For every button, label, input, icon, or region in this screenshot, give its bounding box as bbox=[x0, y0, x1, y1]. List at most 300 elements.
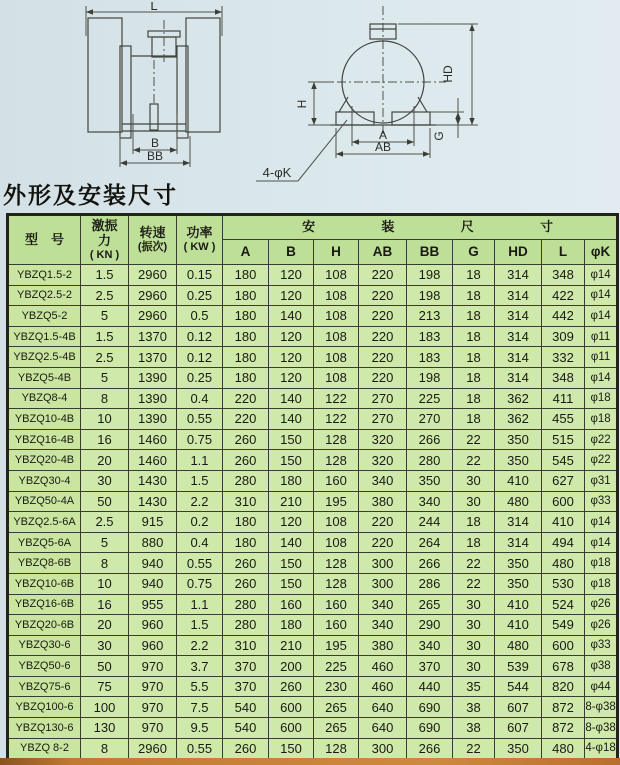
value-cell: 442 bbox=[542, 306, 585, 327]
value-cell: 0.2 bbox=[177, 512, 223, 533]
value-cell: 970 bbox=[129, 656, 177, 677]
value-cell: 0.4 bbox=[177, 532, 223, 553]
model-cell: YBZQ20-4B bbox=[8, 450, 81, 471]
value-cell: 22 bbox=[453, 573, 495, 594]
value-cell: 1.5 bbox=[177, 470, 223, 491]
col-header-mount-group: 安 装 尺 寸 bbox=[223, 215, 618, 240]
value-cell: φ33 bbox=[585, 635, 618, 656]
value-cell: 120 bbox=[269, 367, 314, 388]
value-cell: 350 bbox=[495, 450, 542, 471]
value-cell: φ18 bbox=[585, 409, 618, 430]
value-cell: 940 bbox=[129, 573, 177, 594]
value-cell: 140 bbox=[269, 532, 314, 553]
value-cell: 0.5 bbox=[177, 306, 223, 327]
value-cell: 600 bbox=[269, 718, 314, 739]
value-cell: 600 bbox=[542, 635, 585, 656]
value-cell: 150 bbox=[269, 450, 314, 471]
value-cell: 120 bbox=[269, 285, 314, 306]
value-cell: 183 bbox=[407, 326, 453, 347]
value-cell: 180 bbox=[269, 615, 314, 636]
value-cell: 1430 bbox=[129, 491, 177, 512]
value-cell: 410 bbox=[495, 615, 542, 636]
value-cell: 16 bbox=[81, 594, 129, 615]
value-cell: 220 bbox=[359, 306, 407, 327]
spec-table-body bbox=[8, 265, 618, 760]
model-cell: YBZQ100-6 bbox=[8, 697, 81, 718]
value-cell: 314 bbox=[495, 306, 542, 327]
value-cell: 480 bbox=[542, 738, 585, 760]
col-header-dim-H: H bbox=[314, 240, 359, 265]
col-header-dim-HD: HD bbox=[495, 240, 542, 265]
value-cell: 150 bbox=[269, 738, 314, 760]
value-cell: 640 bbox=[359, 697, 407, 718]
value-cell: 128 bbox=[314, 429, 359, 450]
value-cell: 120 bbox=[269, 326, 314, 347]
col-header-dim-G: G bbox=[453, 240, 495, 265]
value-cell: φ14 bbox=[585, 285, 618, 306]
value-cell: 22 bbox=[453, 553, 495, 574]
value-cell: 18 bbox=[453, 367, 495, 388]
value-cell: 872 bbox=[542, 718, 585, 739]
value-cell: 18 bbox=[453, 306, 495, 327]
value-cell: 350 bbox=[407, 470, 453, 491]
value-cell: 524 bbox=[542, 594, 585, 615]
value-cell: 266 bbox=[407, 738, 453, 760]
value-cell: 2960 bbox=[129, 285, 177, 306]
value-cell: 314 bbox=[495, 265, 542, 286]
value-cell: 2960 bbox=[129, 265, 177, 286]
value-cell: φ44 bbox=[585, 676, 618, 697]
value-cell: 160 bbox=[314, 594, 359, 615]
value-cell: 1.1 bbox=[177, 594, 223, 615]
value-cell: φ33 bbox=[585, 491, 618, 512]
table-row bbox=[8, 429, 618, 450]
value-cell: φ14 bbox=[585, 367, 618, 388]
value-cell: 30 bbox=[453, 615, 495, 636]
value-cell: 210 bbox=[269, 491, 314, 512]
value-cell: 8 bbox=[81, 553, 129, 574]
value-cell: 260 bbox=[223, 450, 269, 471]
col-header-dim-phiK: φK bbox=[585, 240, 618, 265]
dim-label-HD: HD bbox=[441, 65, 455, 83]
value-cell: 2.5 bbox=[81, 285, 129, 306]
value-cell: 122 bbox=[314, 388, 359, 409]
value-cell: 180 bbox=[223, 306, 269, 327]
value-cell: φ38 bbox=[585, 656, 618, 677]
dim-label-L: L bbox=[150, 2, 158, 13]
value-cell: 180 bbox=[223, 367, 269, 388]
value-cell: 540 bbox=[223, 697, 269, 718]
value-cell: 2.2 bbox=[177, 635, 223, 656]
model-cell: YBZQ50-6 bbox=[8, 656, 81, 677]
value-cell: 260 bbox=[223, 553, 269, 574]
value-cell: 530 bbox=[542, 573, 585, 594]
value-cell: 460 bbox=[359, 676, 407, 697]
value-cell: 22 bbox=[453, 738, 495, 760]
value-cell: 160 bbox=[314, 470, 359, 491]
value-cell: 286 bbox=[407, 573, 453, 594]
value-cell: 2960 bbox=[129, 306, 177, 327]
value-cell: 200 bbox=[269, 656, 314, 677]
model-cell: YBZQ30-6 bbox=[8, 635, 81, 656]
value-cell: 18 bbox=[453, 388, 495, 409]
value-cell: 340 bbox=[359, 470, 407, 491]
value-cell: 348 bbox=[542, 367, 585, 388]
table-row bbox=[8, 594, 618, 615]
dim-label-AB: AB bbox=[374, 140, 392, 154]
value-cell: 220 bbox=[359, 512, 407, 533]
value-cell: 18 bbox=[453, 532, 495, 553]
value-cell: 314 bbox=[495, 326, 542, 347]
value-cell: 225 bbox=[407, 388, 453, 409]
value-cell: 30 bbox=[453, 635, 495, 656]
col-header-force: 激振 力 ( KN ) bbox=[81, 215, 129, 265]
table-row bbox=[8, 409, 618, 430]
model-cell: YBZQ2.5-4B bbox=[8, 347, 81, 368]
value-cell: 1390 bbox=[129, 367, 177, 388]
value-cell: 260 bbox=[223, 573, 269, 594]
value-cell: 0.75 bbox=[177, 429, 223, 450]
value-cell: 455 bbox=[542, 409, 585, 430]
value-cell: 8-φ38 bbox=[585, 697, 618, 718]
value-cell: 140 bbox=[269, 306, 314, 327]
model-cell: YBZQ50-4A bbox=[8, 491, 81, 512]
value-cell: 690 bbox=[407, 718, 453, 739]
value-cell: φ14 bbox=[585, 265, 618, 286]
value-cell: 4-φ18 bbox=[585, 738, 618, 760]
value-cell: 18 bbox=[453, 347, 495, 368]
value-cell: 314 bbox=[495, 367, 542, 388]
value-cell: 10 bbox=[81, 409, 129, 430]
value-cell: 120 bbox=[269, 347, 314, 368]
value-cell: 265 bbox=[314, 718, 359, 739]
value-cell: 30 bbox=[453, 491, 495, 512]
value-cell: 130 bbox=[81, 718, 129, 739]
value-cell: φ26 bbox=[585, 615, 618, 636]
value-cell: 320 bbox=[359, 429, 407, 450]
col-header-dim-BB: BB bbox=[407, 240, 453, 265]
table-row bbox=[8, 615, 618, 636]
value-cell: 280 bbox=[223, 615, 269, 636]
value-cell: 108 bbox=[314, 367, 359, 388]
value-cell: 108 bbox=[314, 532, 359, 553]
value-cell: φ22 bbox=[585, 450, 618, 471]
value-cell: 220 bbox=[223, 388, 269, 409]
value-cell: 18 bbox=[453, 512, 495, 533]
value-cell: 0.75 bbox=[177, 573, 223, 594]
value-cell: 1370 bbox=[129, 326, 177, 347]
value-cell: 955 bbox=[129, 594, 177, 615]
value-cell: 0.55 bbox=[177, 553, 223, 574]
table-row bbox=[8, 285, 618, 306]
value-cell: 314 bbox=[495, 512, 542, 533]
table-row bbox=[8, 697, 618, 718]
value-cell: 350 bbox=[495, 553, 542, 574]
value-cell: 350 bbox=[495, 573, 542, 594]
model-cell: YBZQ75-6 bbox=[8, 676, 81, 697]
value-cell: 540 bbox=[223, 718, 269, 739]
value-cell: 180 bbox=[223, 512, 269, 533]
value-cell: 7.5 bbox=[177, 697, 223, 718]
value-cell: 1390 bbox=[129, 388, 177, 409]
table-row bbox=[8, 306, 618, 327]
value-cell: 627 bbox=[542, 470, 585, 491]
value-cell: 970 bbox=[129, 697, 177, 718]
value-cell: 970 bbox=[129, 676, 177, 697]
value-cell: 5 bbox=[81, 367, 129, 388]
value-cell: 198 bbox=[407, 265, 453, 286]
value-cell: 1.5 bbox=[81, 326, 129, 347]
value-cell: 30 bbox=[453, 594, 495, 615]
value-cell: 1370 bbox=[129, 347, 177, 368]
value-cell: 460 bbox=[359, 656, 407, 677]
value-cell: 872 bbox=[542, 697, 585, 718]
value-cell: 640 bbox=[359, 718, 407, 739]
value-cell: 18 bbox=[453, 265, 495, 286]
value-cell: 150 bbox=[269, 429, 314, 450]
value-cell: 266 bbox=[407, 429, 453, 450]
value-cell: 18 bbox=[453, 326, 495, 347]
col-header-model-label: 型 号 bbox=[24, 231, 64, 247]
value-cell: 340 bbox=[359, 594, 407, 615]
value-cell: 108 bbox=[314, 347, 359, 368]
table-row bbox=[8, 676, 618, 697]
value-cell: 265 bbox=[314, 697, 359, 718]
value-cell: 22 bbox=[453, 429, 495, 450]
value-cell: 362 bbox=[495, 409, 542, 430]
value-cell: 8 bbox=[81, 738, 129, 760]
value-cell: φ18 bbox=[585, 388, 618, 409]
dim-label-B: B bbox=[150, 136, 160, 150]
value-cell: 300 bbox=[359, 738, 407, 760]
value-cell: 180 bbox=[223, 285, 269, 306]
table-row bbox=[8, 470, 618, 491]
table-row bbox=[8, 347, 618, 368]
value-cell: 607 bbox=[495, 697, 542, 718]
value-cell: 270 bbox=[359, 388, 407, 409]
col-header-dim-B: B bbox=[269, 240, 314, 265]
value-cell: 108 bbox=[314, 326, 359, 347]
value-cell: 1460 bbox=[129, 450, 177, 471]
value-cell: 150 bbox=[269, 553, 314, 574]
value-cell: 220 bbox=[223, 409, 269, 430]
table-row bbox=[8, 738, 618, 760]
model-cell: YBZQ2.5-6A bbox=[8, 512, 81, 533]
value-cell: 545 bbox=[542, 450, 585, 471]
value-cell: 362 bbox=[495, 388, 542, 409]
table-row bbox=[8, 512, 618, 533]
value-cell: 410 bbox=[542, 512, 585, 533]
value-cell: 600 bbox=[542, 491, 585, 512]
value-cell: 265 bbox=[407, 594, 453, 615]
value-cell: 180 bbox=[269, 470, 314, 491]
value-cell: 108 bbox=[314, 285, 359, 306]
dim-label-H: H bbox=[295, 99, 309, 109]
value-cell: 2.5 bbox=[81, 512, 129, 533]
value-cell: 820 bbox=[542, 676, 585, 697]
model-cell: YBZQ20-6B bbox=[8, 615, 81, 636]
value-cell: 198 bbox=[407, 367, 453, 388]
value-cell: 340 bbox=[407, 491, 453, 512]
value-cell: 160 bbox=[314, 615, 359, 636]
value-cell: 195 bbox=[314, 635, 359, 656]
value-cell: 18 bbox=[453, 285, 495, 306]
value-cell: 300 bbox=[359, 553, 407, 574]
value-cell: 309 bbox=[542, 326, 585, 347]
value-cell: 30 bbox=[81, 470, 129, 491]
value-cell: 970 bbox=[129, 718, 177, 739]
value-cell: 280 bbox=[223, 470, 269, 491]
value-cell: 5.5 bbox=[177, 676, 223, 697]
value-cell: 320 bbox=[359, 450, 407, 471]
value-cell: 195 bbox=[314, 491, 359, 512]
value-cell: 225 bbox=[314, 656, 359, 677]
value-cell: 260 bbox=[223, 429, 269, 450]
dim-label-A: A bbox=[378, 128, 388, 142]
value-cell: 220 bbox=[359, 367, 407, 388]
value-cell: 30 bbox=[81, 635, 129, 656]
value-cell: 108 bbox=[314, 512, 359, 533]
table-row bbox=[8, 265, 618, 286]
value-cell: 0.12 bbox=[177, 347, 223, 368]
col-header-power: 功率 ( KW ) bbox=[177, 215, 223, 265]
value-cell: φ18 bbox=[585, 553, 618, 574]
value-cell: 411 bbox=[542, 388, 585, 409]
col-header-model bbox=[8, 215, 81, 265]
value-cell: 5 bbox=[81, 306, 129, 327]
value-cell: 10 bbox=[81, 573, 129, 594]
value-cell: 108 bbox=[314, 306, 359, 327]
model-cell: YBZQ16-4B bbox=[8, 429, 81, 450]
table-row bbox=[8, 388, 618, 409]
value-cell: 350 bbox=[495, 429, 542, 450]
model-cell: YBZQ16-6B bbox=[8, 594, 81, 615]
table-row bbox=[8, 718, 618, 739]
table-row bbox=[8, 573, 618, 594]
value-cell: 410 bbox=[495, 470, 542, 491]
value-cell: 370 bbox=[223, 656, 269, 677]
value-cell: 600 bbox=[269, 697, 314, 718]
model-cell: YBZQ8-6B bbox=[8, 553, 81, 574]
value-cell: 915 bbox=[129, 512, 177, 533]
value-cell: 128 bbox=[314, 738, 359, 760]
value-cell: φ14 bbox=[585, 512, 618, 533]
value-cell: 220 bbox=[359, 532, 407, 553]
value-cell: 280 bbox=[223, 594, 269, 615]
value-cell: 264 bbox=[407, 532, 453, 553]
value-cell: 16 bbox=[81, 429, 129, 450]
value-cell: 140 bbox=[269, 409, 314, 430]
value-cell: 880 bbox=[129, 532, 177, 553]
col-header-dim-L: L bbox=[542, 240, 585, 265]
value-cell: 940 bbox=[129, 553, 177, 574]
value-cell: 340 bbox=[359, 615, 407, 636]
model-cell: YBZQ130-6 bbox=[8, 718, 81, 739]
value-cell: 75 bbox=[81, 676, 129, 697]
page-title: 外形及安装尺寸 bbox=[3, 182, 178, 208]
value-cell: 180 bbox=[223, 347, 269, 368]
value-cell: 350 bbox=[495, 738, 542, 760]
model-cell: YBZQ10-6B bbox=[8, 573, 81, 594]
table-row bbox=[8, 367, 618, 388]
value-cell: 5 bbox=[81, 532, 129, 553]
value-cell: φ18 bbox=[585, 573, 618, 594]
value-cell: 128 bbox=[314, 573, 359, 594]
value-cell: 266 bbox=[407, 553, 453, 574]
value-cell: 380 bbox=[359, 491, 407, 512]
dim-label-G: G bbox=[432, 131, 446, 141]
value-cell: 108 bbox=[314, 265, 359, 286]
value-cell: 38 bbox=[453, 718, 495, 739]
value-cell: 198 bbox=[407, 285, 453, 306]
value-cell: 515 bbox=[542, 429, 585, 450]
value-cell: 300 bbox=[359, 573, 407, 594]
value-cell: 50 bbox=[81, 656, 129, 677]
table-row bbox=[8, 635, 618, 656]
value-cell: 30 bbox=[453, 656, 495, 677]
value-cell: 0.25 bbox=[177, 285, 223, 306]
value-cell: 539 bbox=[495, 656, 542, 677]
value-cell: 140 bbox=[269, 388, 314, 409]
value-cell: 180 bbox=[223, 326, 269, 347]
value-cell: 370 bbox=[407, 656, 453, 677]
model-cell: YBZQ 8-2 bbox=[8, 738, 81, 760]
value-cell: 270 bbox=[359, 409, 407, 430]
hole-note-label: 4-φK bbox=[262, 165, 292, 180]
table-row bbox=[8, 450, 618, 471]
value-cell: 8-φ38 bbox=[585, 718, 618, 739]
value-cell: 0.55 bbox=[177, 738, 223, 760]
value-cell: 960 bbox=[129, 615, 177, 636]
value-cell: 122 bbox=[314, 409, 359, 430]
dim-label-BB: BB bbox=[146, 149, 164, 163]
value-cell: φ11 bbox=[585, 347, 618, 368]
value-cell: 120 bbox=[269, 265, 314, 286]
value-cell: 20 bbox=[81, 450, 129, 471]
value-cell: 160 bbox=[269, 594, 314, 615]
table-row bbox=[8, 553, 618, 574]
model-cell: YBZQ5-4B bbox=[8, 367, 81, 388]
model-cell: YBZQ10-4B bbox=[8, 409, 81, 430]
table-row bbox=[8, 656, 618, 677]
table-row bbox=[8, 532, 618, 553]
value-cell: 50 bbox=[81, 491, 129, 512]
value-cell: 332 bbox=[542, 347, 585, 368]
value-cell: 128 bbox=[314, 450, 359, 471]
value-cell: 310 bbox=[223, 635, 269, 656]
value-cell: 480 bbox=[495, 491, 542, 512]
model-cell: YBZQ2.5-2 bbox=[8, 285, 81, 306]
value-cell: 120 bbox=[269, 512, 314, 533]
value-cell: 440 bbox=[407, 676, 453, 697]
value-cell: 35 bbox=[453, 676, 495, 697]
value-cell: 260 bbox=[223, 738, 269, 760]
value-cell: 2960 bbox=[129, 738, 177, 760]
value-cell: 1460 bbox=[129, 429, 177, 450]
value-cell: 410 bbox=[495, 594, 542, 615]
value-cell: 314 bbox=[495, 347, 542, 368]
value-cell: 0.25 bbox=[177, 367, 223, 388]
value-cell: 244 bbox=[407, 512, 453, 533]
value-cell: φ11 bbox=[585, 326, 618, 347]
scan-edge-strip bbox=[0, 758, 620, 765]
model-cell: YBZQ1.5-2 bbox=[8, 265, 81, 286]
value-cell: 180 bbox=[223, 265, 269, 286]
value-cell: 690 bbox=[407, 697, 453, 718]
value-cell: 1.5 bbox=[177, 615, 223, 636]
value-cell: 213 bbox=[407, 306, 453, 327]
model-cell: YBZQ5-2 bbox=[8, 306, 81, 327]
